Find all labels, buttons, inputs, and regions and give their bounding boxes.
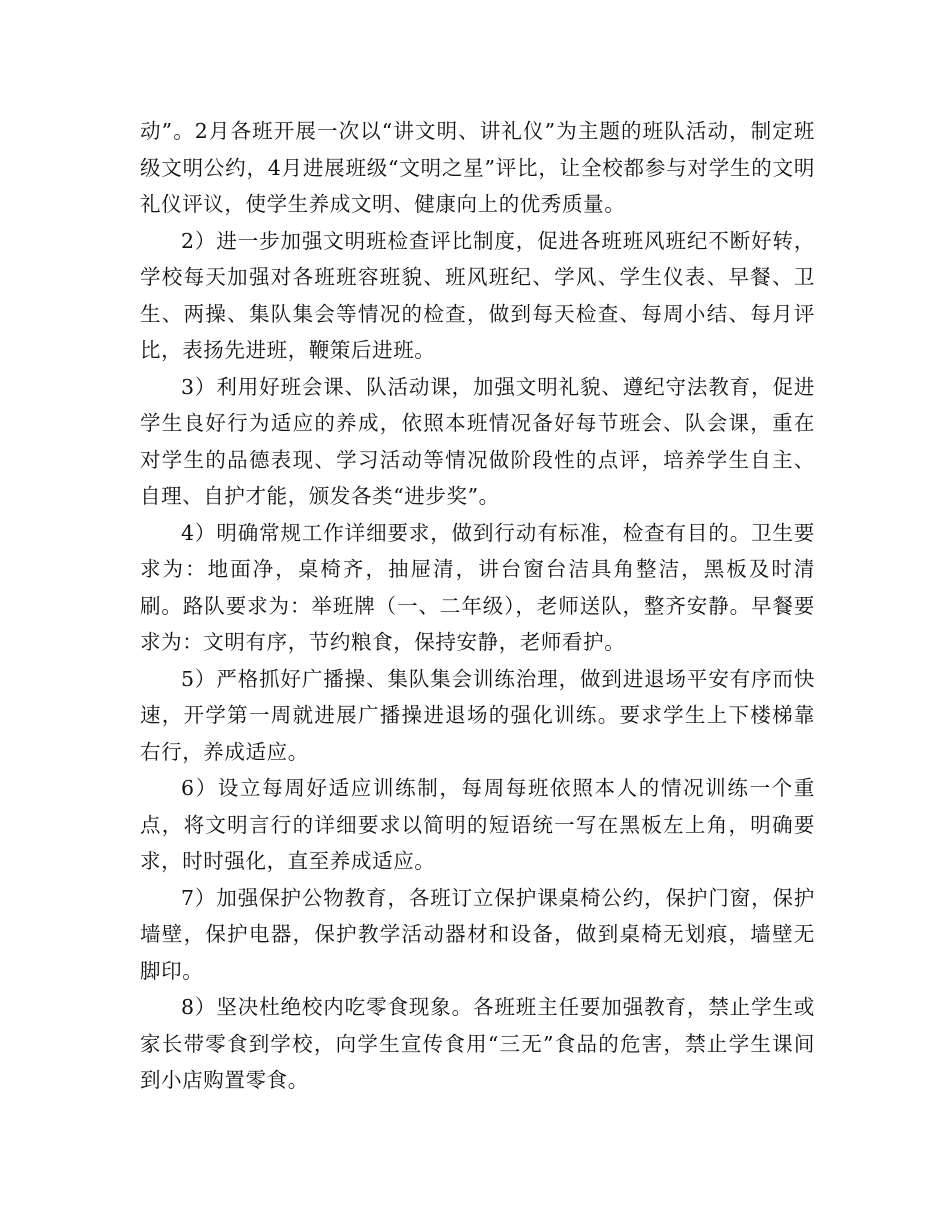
paragraph-item-7: 7）加强保护公物教育，各班订立保护课桌椅公约，保护门窗，保护墙壁，保护电器，保护教学活动器材和设备，做到桌椅无划痕，墙壁无脚印。	[140, 885, 815, 983]
paragraph-continuation: 动”。2月各班开展一次以“讲文明、讲礼仪”为主题的班队活动，制定班级文明公约，4月进展班级“文明之星”评比，让全校都参与对学生的文明礼仪评议，使学生养成文明、健康向上的优秀质量。	[140, 119, 815, 216]
paragraph-item-6: 6）设立每周好适应训练制，每周每班依照本人的情况训练一个重点，将文明言行的详细要求以简明的短语统一写在黑板左上角，明确要求，时时强化，直至养成适应。	[140, 776, 815, 873]
paragraph-item-5: 5）严格抓好广播操、集队集会训练治理，做到进退场平安有序而快速，开学第一周就进展广播操进退场的强化训练。要求学生上下楼梯靠右行，养成适应。	[140, 666, 815, 764]
document-body	[140, 113, 815, 1099]
paragraph-item-8: 8）坚决杜绝校内吃零食现象。各班班主任要加强教育，禁止学生或家长带零食到学校，向学生宣传食用“三无”食品的危害，禁止学生课间到小店购置零食。	[140, 995, 815, 1092]
paragraph-item-2: 2）进一步加强文明班检查评比制度，促进各班班风班纪不断好转，学校每天加强对各班班容班貌、班风班纪、学风、学生仪表、早餐、卫生、两操、集队集会等情况的检查，做到每天检查、每周小结、每月评比，表扬先进班，鞭策后进班。	[140, 228, 815, 362]
paragraph-item-3: 3）利用好班会课、队活动课，加强文明礼貌、遵纪守法教育，促进学生良好行为适应的养成，依照本班情况备好每节班会、队会课，重在对学生的品德表现、学习活动等情况做阶段性的点评，培养学生自主、自理、自护才能，颁发各类“进步奖”。	[140, 374, 815, 508]
paragraph-item-4: 4）明确常规工作详细要求，做到行动有标准，检查有目的。卫生要求为：地面净，桌椅齐，抽屉清，讲台窗台洁具角整洁，黑板及时清刷。路队要求为：举班牌（一、二年级），老师送队，整齐安静。早餐要求为：文明有序，节约粮食，保持安静，老师看护。	[140, 520, 815, 654]
